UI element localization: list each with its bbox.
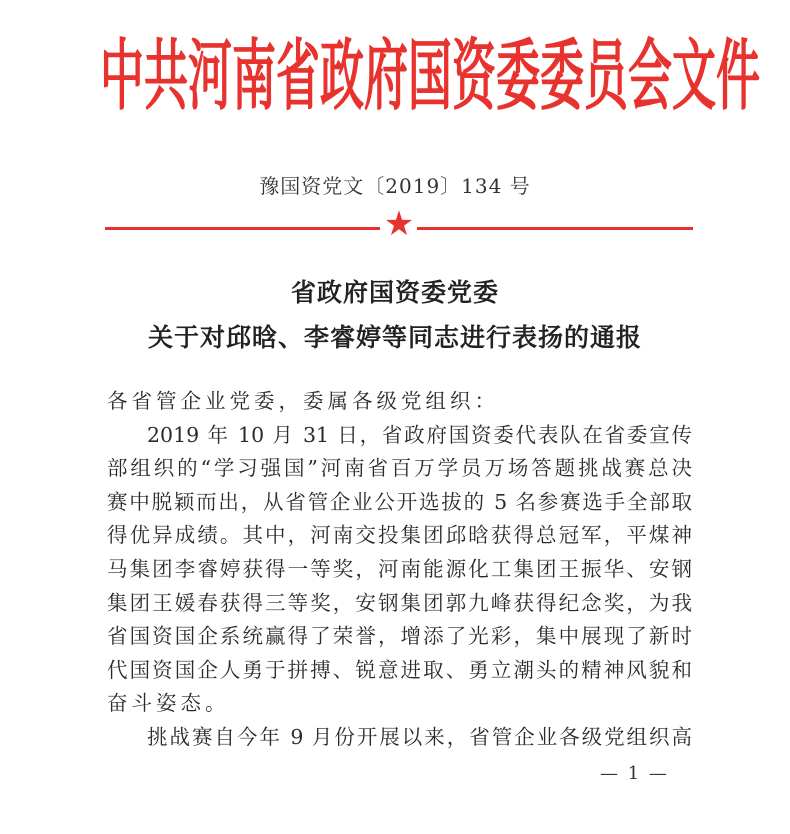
body-line: 赛中脱颖而出，从省管企业公开选拔的 5 名参赛选手全部取 — [107, 489, 692, 514]
star-icon: ★ — [383, 204, 415, 244]
body-line: 得优异成绩。其中，河南交投集团邱晗获得总冠军，平煤神 — [107, 523, 692, 548]
header-char: 共 — [144, 32, 188, 122]
body-line: 马集团李睿婷获得一等奖，河南能源化工集团王振华、安钢 — [107, 556, 692, 581]
header-char: 国 — [408, 32, 452, 122]
document-body — [107, 385, 692, 755]
document-number: 豫国资党文〔2019〕134 号 — [259, 174, 531, 198]
body-line: 挑战赛自今年 9 月份开展以来，省管企业各级党组织高 — [147, 724, 692, 749]
header-char: 府 — [364, 32, 408, 122]
header-char: 河 — [188, 32, 232, 122]
page-number: — 1 — — [600, 763, 669, 784]
body-line: 奋斗姿态。 — [107, 691, 230, 716]
red-divider-right — [417, 227, 693, 230]
header-char: 委 — [540, 32, 584, 122]
red-divider-left — [105, 227, 380, 230]
header-char: 省 — [276, 32, 320, 122]
header-char: 会 — [628, 32, 672, 122]
header-char: 委 — [496, 32, 540, 122]
header-char: 件 — [716, 32, 760, 122]
header-char: 政 — [320, 32, 364, 122]
title-line-2: 关于对邱晗、李睿婷等同志进行表扬的通报 — [147, 323, 642, 352]
body-line: 集团王媛春获得三等奖，安钢集团郭九峰获得纪念奖，为我 — [107, 590, 692, 615]
body-line: 部组织的“学习强国”河南省百万学员万场答题挑战赛总决 — [107, 456, 692, 481]
header-char: 资 — [452, 32, 496, 122]
header-char: 南 — [232, 32, 276, 122]
header-char: 员 — [584, 32, 628, 122]
body-line: 2019 年 10 月 31 日，省政府国资委代表队在省委宣传 — [147, 422, 692, 447]
body-line: 省国资国企系统赢得了荣誉，增添了光彩，集中展现了新时 — [107, 624, 692, 649]
title-line-1: 省政府国资委党委 — [290, 278, 499, 307]
body-line: 代国资国企人勇于拼搏、锐意进取、勇立潮头的精神风貌和 — [107, 657, 692, 682]
document-red-header — [100, 30, 760, 125]
header-char: 文 — [672, 32, 716, 122]
salutation: 各省管企业党委，委属各级党组织： — [107, 389, 499, 413]
header-char: 中 — [100, 32, 144, 122]
